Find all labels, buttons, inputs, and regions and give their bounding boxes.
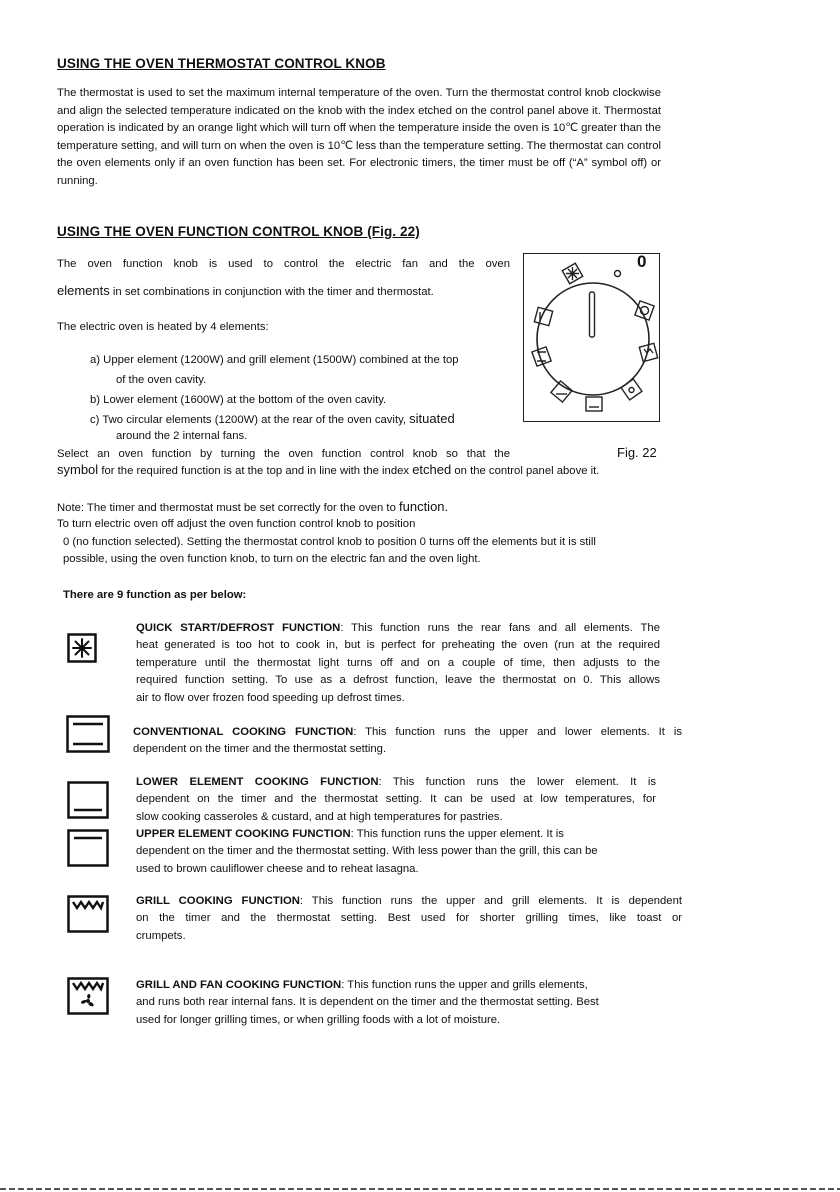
note-word-function: function. [399,499,449,514]
select-line-2 [57,461,599,480]
function-lower-element-first-line [136,774,656,791]
function-lower-element-line: dependent on the timer and the thermostat setting. It can be used at low temperatures, for [136,793,656,806]
item-c-line-1 [90,410,455,429]
nine-functions-text: There are 9 function as per below: [63,589,247,601]
grill-cooking-icon [67,895,109,933]
function-grill-title: GRILL COOKING FUNCTION [136,895,300,907]
function-quick-start-line: required function setting. To use as a defrost function, leave the thermostat on 0. This allows [136,674,660,687]
note-line-1-text: Note: The timer and thermostat must be set correctly for the oven to [57,502,399,514]
function-upper-element-first-rest: : This function runs the upper element. It is [350,828,564,840]
select-word-etched: etched [412,462,452,477]
thermostat-heading: USING THE OVEN THERMOSTAT CONTROL KNOB [57,56,386,71]
function-lower-element-title: LOWER ELEMENT COOKING FUNCTION [136,776,379,788]
function-grill-line: crumpets. [136,929,186,942]
thermostat-paragraph: The thermostat is used to set the maximum internal temperature of the oven. Turn the thermostat control knob clockwise and align the selected temperature indicated on the knob with the index etched on the control panel above it. Thermostat operation is indicated by an orange light which will turn off when the temperature inside the oven is 10℃ greater than the temperature setting, and will turn on when the oven is 10℃ less than the temperature setting. The thermostat can control the oven elements only if an oven function has been set. For electronic timers, the timer must be off (“A” symbol off) or running. [57,87,662,187]
conventional-cooking-icon [66,715,110,753]
item-c-line-2: around the 2 internal fans. [116,430,248,442]
upper-element-icon [67,829,109,867]
function-upper-element-first-line [136,826,656,843]
function-upper-element [136,826,656,878]
function-conventional [133,724,682,759]
function-grill-and-fan-first-rest: : This function runs the upper and grills elements, [341,979,588,991]
function-quick-start-line: temperature until the thermostat light turns off and on a couple of time, then adjusts to the [136,656,660,669]
function-conventional-first-line [133,724,682,741]
function-grill-and-fan-first-line [136,977,660,994]
function-grill-and-fan-line: and runs both rear internal fans. It is dependent on the timer and the thermostat setting. Best [136,996,599,1009]
knob-zero-label: 0 [637,252,647,271]
item-a-line-2: of the oven cavity. [116,374,207,386]
grill-and-fan-icon [67,977,109,1015]
item-a-line-1: a) Upper element (1200W) and grill element (1500W) combined at the top [90,354,459,366]
heated-by-text: The electric oven is heated by 4 elements: [57,321,269,333]
item-c-word-situated: situated [409,411,455,426]
function-quick-start-line: air to flow over frozen food speeding up defrost times. [136,691,405,704]
function-quick-start-first-line [136,620,660,637]
function-quick-start-title: QUICK START/DEFROST FUNCTION [136,622,341,634]
select-line-2-mid: for the required function is at the top and in line with the index [98,465,413,477]
function-upper-element-line: dependent on the timer and the thermostat setting. With less power than the grill, this can be [136,845,598,858]
function-lower-element-first-rest: : This function runs the lower element. It is [378,776,656,788]
function-knob-figure [523,253,660,422]
function-grill-and-fan [136,977,660,1029]
lower-element-icon [67,781,109,819]
item-c-text: c) Two circular elements (1200W) at the rear of the oven cavity, [90,414,410,426]
function-conventional-line: dependent on the timer and the thermostat setting. [133,743,387,756]
function-grill-first-line [136,893,682,910]
function-lower-element [136,774,656,826]
function-quick-start-first-rest: : This function runs the rear fans and all elements. The [340,622,661,634]
function-grill-and-fan-title: GRILL AND FAN COOKING FUNCTION [136,979,342,991]
note-line-2: To turn electric oven off adjust the oven function control knob to position [57,518,416,530]
function-grill-first-rest: : This function runs the upper and grill elements. It is dependent [299,895,682,907]
item-b: b) Lower element (1600W) at the bottom of the oven cavity. [90,394,387,406]
select-line-2-end: on the control panel above it. [451,465,600,477]
quick-start-defrost-icon [67,633,97,663]
note-line-4: possible, using the oven function knob, to turn on the electric fan and the oven light. [63,553,481,565]
function-grill [136,893,682,945]
select-word-symbol: symbol [57,462,99,477]
figure-caption: Fig. 22 [617,445,657,460]
note-line-3: 0 (no function selected). Setting the thermostat control knob to position 0 turns off the elements but it is still [63,536,596,548]
function-grill-and-fan-line: used for longer grilling times, or when grilling foods with a lot of moisture. [136,1013,501,1026]
function-quick-start [136,620,660,707]
function-lower-element-line: slow cooking casseroles & custard, and at high temperatures for pastries. [136,810,503,823]
function-grill-line: on the timer and the thermostat setting. Best used for shorter grilling times, like toast or [136,912,682,925]
function-knob-drawing [524,254,661,423]
note-line-1 [57,498,448,517]
page-bottom-border [0,1188,840,1190]
intro-word-elements: elements [57,283,110,298]
intro-line-2-rest: in set combinations in conjunction with the timer and thermostat. [109,286,434,298]
function-conventional-first-rest: : This function runs the upper and lower elements. It is [353,726,682,738]
function-knob-heading: USING THE OVEN FUNCTION CONTROL KNOB (Fig. 22) [57,224,420,239]
function-quick-start-line: heat generated is too hot to cook in, but is perfect for preheating the oven (run at the required [136,639,660,652]
intro-line-2 [57,282,434,301]
function-upper-element-title: UPPER ELEMENT COOKING FUNCTION [136,828,351,840]
function-conventional-title: CONVENTIONAL COOKING FUNCTION [133,726,354,738]
function-upper-element-line: used to brown cauliflower cheese and to reheat lasagna. [136,862,419,875]
select-line-1: Select an oven function by turning the oven function control knob so that the [57,448,510,460]
intro-line-1: The oven function knob is used to control the electric fan and the oven [57,258,510,270]
